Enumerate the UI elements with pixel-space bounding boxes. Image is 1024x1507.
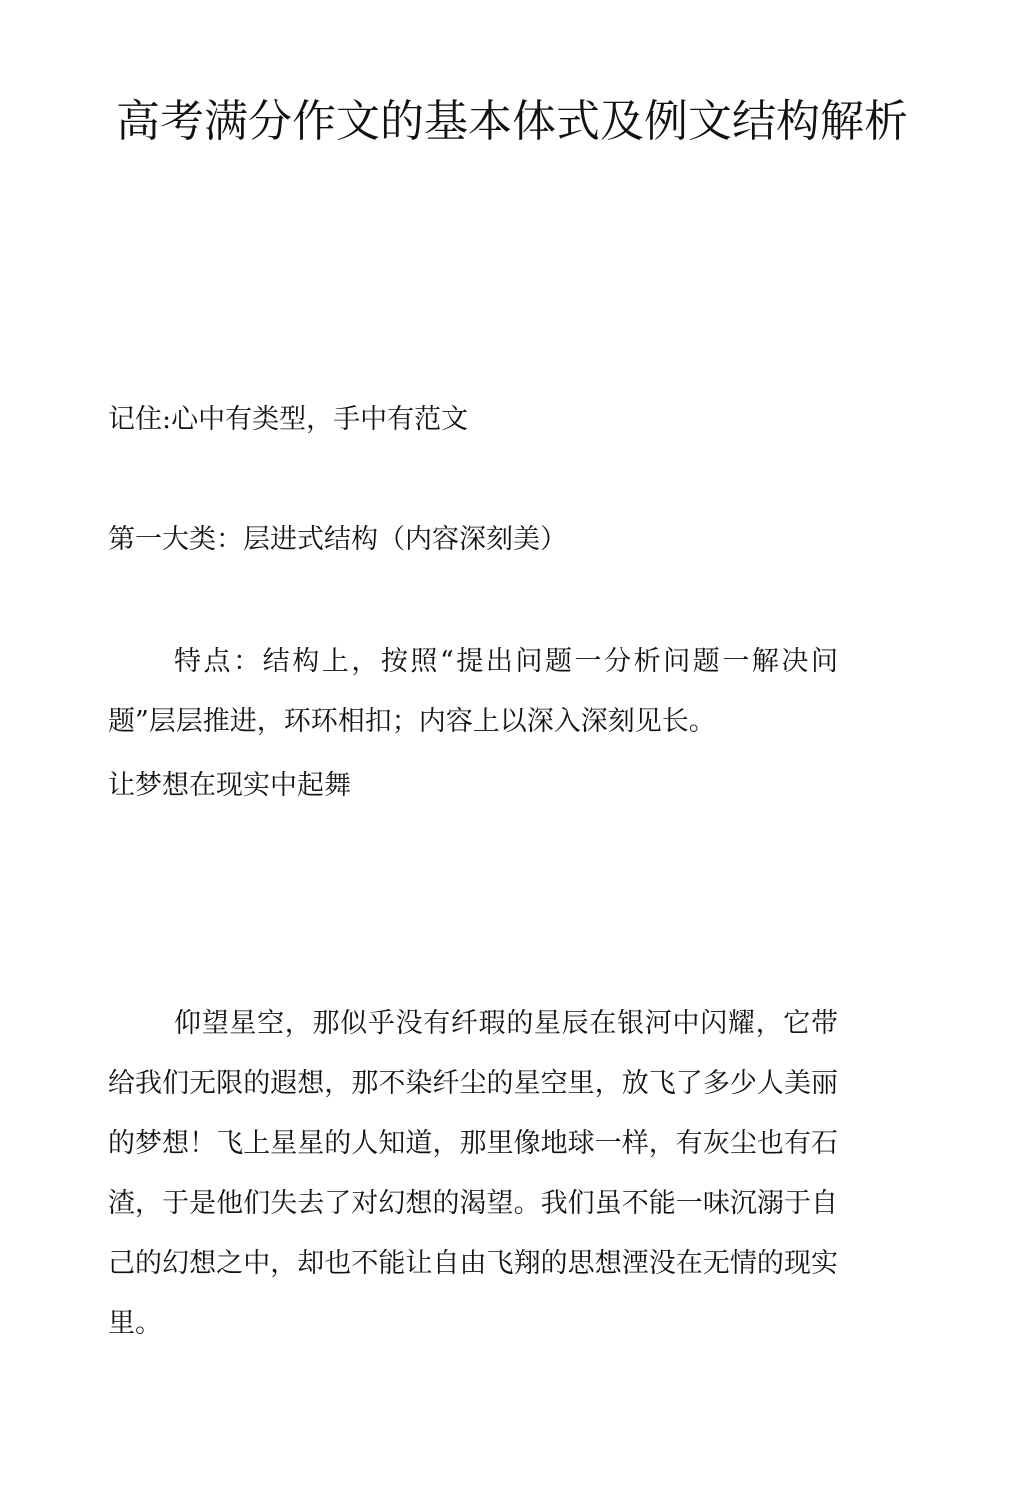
essay-title: 让梦想在现实中起舞 (108, 770, 351, 801)
essay-paragraph: 仰望星空，那似乎没有纤瑕的星辰在银河中闪耀，它带给我们无限的遐想，那不染纤尘的星空里，放飞了多少人美丽的梦想！飞上星星的人知道，那里像地球一样，有灰尘也有石渣，于是他们失去了对幻想的渴望。我们虽不能一味沉溺于自己的幻想之中，却也不能让自由飞翔的思想湮没在无情的现实里。 (108, 1008, 838, 1339)
feature-paragraph: 特点：结构上，按照“提出问题一分析问题一解决问题”层层推进，环环相扣；内容上以深入深刻见长。 (108, 646, 838, 737)
motto-line: 记住:心中有类型，手中有范文 (108, 404, 469, 435)
document-title: 高考满分作文的基本体式及例文结构解析 (116, 96, 908, 147)
category-heading: 第一大类：层进式结构（内容深刻美） (108, 524, 567, 555)
